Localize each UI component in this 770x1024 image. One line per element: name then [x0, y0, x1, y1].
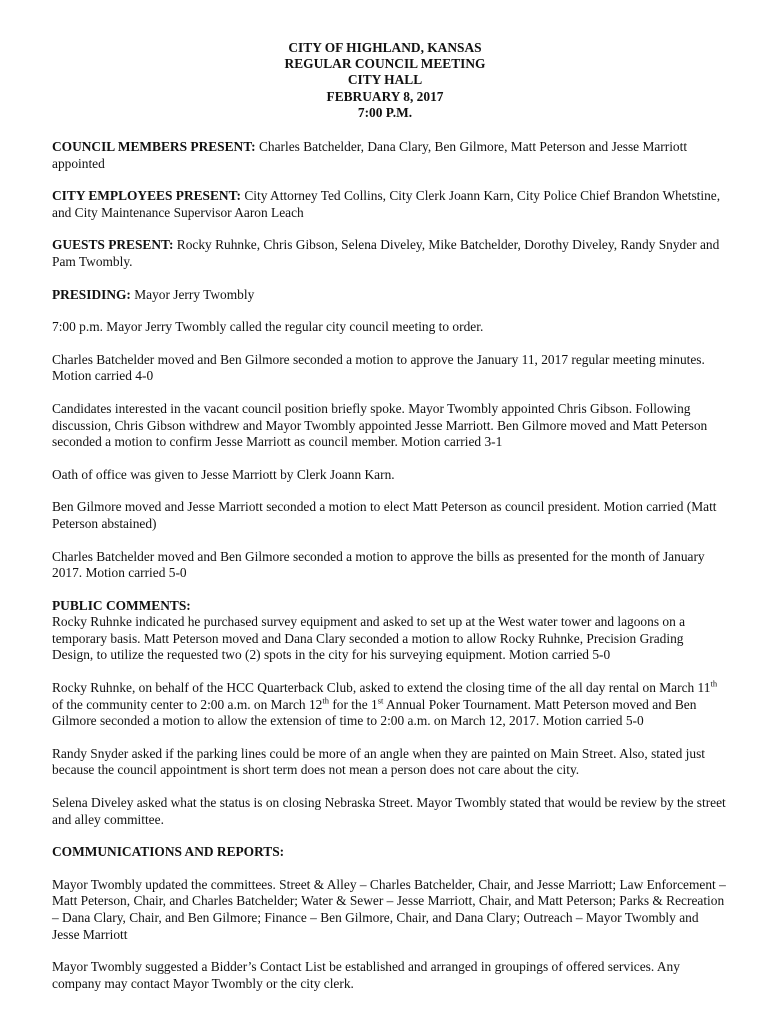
members-label: COUNCIL MEMBERS PRESENT: [52, 139, 256, 154]
quarterback-text-3: for the 1 [328, 696, 378, 712]
council-president-paragraph: Ben Gilmore moved and Jesse Marriott seconded a motion to elect Matt Peterson as council president. Motion carried (Matt Peterson abstained) [52, 499, 717, 531]
minutes-body [52, 139, 728, 1008]
guests-present [52, 237, 728, 270]
quarterback-text-2: of the community center to 2:00 a.m. on March 12 [52, 696, 323, 712]
communications-heading [52, 844, 728, 861]
guests-label: GUESTS PRESENT: [52, 237, 174, 253]
employees-text: City Attorney Ted Collins, City Clerk Joann Karn, City Police Chief Brandon Whetstine, and City Maintenance Supervisor Aaron Leach [52, 188, 721, 220]
header-city: CITY OF HIGHLAND, KANSAS [288, 40, 482, 55]
quarterback-text-1: Rocky Ruhnke, on behalf of the HCC Quarterback Club, asked to extend the closing time of the all day rental on March 11 [52, 680, 711, 696]
employees-label: CITY EMPLOYEES PRESENT: [52, 188, 241, 204]
ordinal-suffix: th [710, 678, 718, 689]
minutes-approval-paragraph: Charles Batchelder moved and Ben Gilmore seconded a motion to approve the January 11, 2017 regular meeting minutes. Motion carried 4-0 [52, 351, 705, 384]
candidates-paragraph: Candidates interested in the vacant council position briefly spoke. Mayor Twombly appointed Chris Gibson. Following discussion, Chris Gibson withdrew and Mayor Twombly appointed Jesse Marriott. Ben Gilmore moved and Matt Peterson seconded a motion to confirm Jesse Marriott as council member. Motion carried 3-1 [52, 400, 708, 450]
quarterback-text-4: Annual Poker Tournament. Matt Peterson moved and Ben Gilmore seconded a motion to allow the extension of time to 2:00 a.m. on March 12, 2017. Motion carried 5-0 [52, 696, 697, 729]
presiding-label: PRESIDING: [52, 286, 131, 302]
header-date: FEBRUARY 8, 2017 [326, 88, 444, 104]
bidders-list-paragraph: Mayor Twombly suggested a Bidder’s Contact List be established and arranged in groupings of offered services. Any company may contact Mayor Twombly or the city clerk. [52, 959, 680, 991]
oath-paragraph: Oath of office was given to Jesse Marriott by Clerk Joann Karn. [52, 466, 395, 482]
public-comments-heading-text: PUBLIC COMMENTS: [52, 597, 191, 613]
quarterback-club-paragraph [52, 680, 728, 730]
communications-heading-text: COMMUNICATIONS AND REPORTS: [52, 844, 285, 860]
call-to-order-paragraph: 7:00 p.m. Mayor Jerry Twombly called the regular city council meeting to order. [52, 319, 484, 335]
public-comments-heading [52, 598, 728, 615]
employees-present [52, 188, 728, 221]
presiding [52, 287, 728, 304]
document-header [0, 40, 770, 121]
ordinal-suffix: st [377, 695, 384, 706]
ordinal-suffix: th [322, 695, 329, 706]
presiding-text: Mayor Jerry Twombly [130, 286, 255, 302]
bills-paragraph: Charles Batchelder moved and Ben Gilmore seconded a motion to approve the bills as presented for the month of January 2017. Motion carried 5-0 [52, 548, 705, 581]
members-present [52, 139, 728, 172]
header-meeting-type: REGULAR COUNCIL MEETING [284, 56, 486, 72]
committees-paragraph: Mayor Twombly updated the committees. Street & Alley – Charles Batchelder, Chair, and Jesse Marriott; Law Enforcement – Matt Peterson, Chair, and Charles Batchelder; Water & Sewer – Jesse Marriott, Chair, and Matt Peterson; Parks & Recreation – Dana Clary, Chair, and Ben Gilmore; Finance – Ben Gilmore, Chair, and Dana Clary; Outreach – Mayor Twombly and Jesse Marriott [52, 876, 726, 942]
guests-text: Rocky Ruhnke, Chris Gibson, Selena Diveley, Mike Batchelder, Dorothy Diveley, Randy Snyder and Pam Twombly. [52, 237, 720, 269]
parking-lines-paragraph: Randy Snyder asked if the parking lines could be more of an angle when they are painted on Main Street. Also, stated just because the council appointment is short term does not mean a person does not care about the city. [52, 745, 706, 778]
members-text: Charles Batchelder, Dana Clary, Ben Gilmore, Matt Peterson and Jesse Marriott appointed [52, 139, 688, 171]
header-location: CITY HALL [347, 72, 423, 88]
survey-equipment-paragraph: Rocky Ruhnke indicated he purchased survey equipment and asked to set up at the West water tower and lagoons on a temporary basis. Matt Peterson moved and Dana Clary seconded a motion to allow Rocky Ruhnke, Precision Grading Design, to utilize the requested two (2) spots in the city for his surveying equipment. Motion carried 5-0 [52, 614, 686, 663]
header-time: 7:00 P.M. [357, 104, 413, 120]
nebraska-street-paragraph: Selena Diveley asked what the status is on closing Nebraska Street. Mayor Twombly stated that would be review by the street and alley committee. [52, 795, 726, 827]
